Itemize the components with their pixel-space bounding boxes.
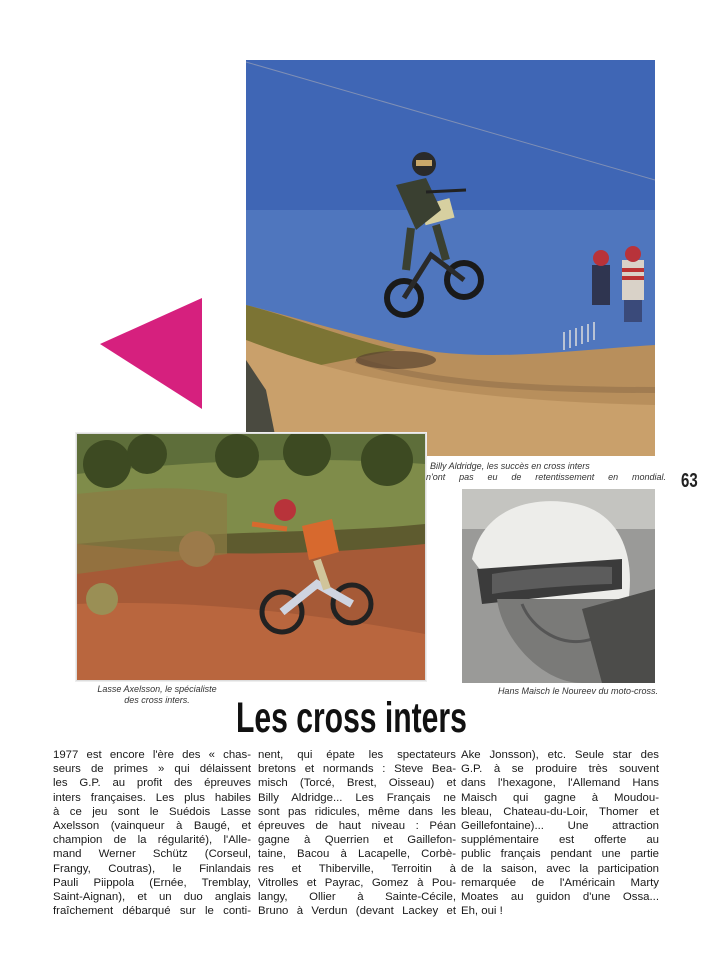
text-line: gagne à Querrien et Gaillefon- — [258, 834, 456, 847]
photo-rider-jump — [246, 60, 655, 456]
text-line: inters françaises. Les plus habiles — [53, 791, 251, 804]
caption-second-line-1: Lasse Axelsson, le spécialiste — [97, 684, 217, 694]
text-line: G.P. à se produire très souvent — [461, 763, 659, 776]
text-line: épreuves de haut niveau : Péan — [258, 820, 456, 833]
text-line: Vitrolles et Payrac, Gomez à Pou- — [258, 876, 456, 889]
text-line: supplémentaire est offerte au — [461, 834, 659, 847]
text-line: res et Thiberville, Terroitin à — [258, 862, 456, 875]
page-title: Les cross inters — [236, 694, 467, 742]
text-line: Frangy, Coutras), le Finlandais — [53, 862, 251, 875]
text-line: les G.P. au profit des épreuves — [53, 777, 251, 790]
text-line: bleau, Chateau-du-Loir, Thomer et — [461, 805, 659, 818]
text-line: Eh, oui ! — [461, 905, 503, 918]
caption-second-photo — [82, 684, 232, 706]
text-line: Ake Jonsson), etc. Seule star des — [461, 749, 659, 761]
text-line: 1977 est encore l'ère des « chas- — [53, 749, 251, 761]
text-line: Moates au guidon d'une Ossa... — [461, 891, 659, 904]
text-line: Saint-Aignan), et un duo anglais — [53, 891, 251, 904]
text-line: Maisch qui gagne à Moudou- — [461, 791, 659, 804]
caption-main-line-2: n'ont pas eu de retentissement en mondial. — [426, 472, 666, 482]
caption-main-photo — [426, 461, 666, 483]
text-line: Pauli Piippola (Ernée, Tremblay, — [53, 876, 251, 889]
text-line: dans l'hexagone, l'Allemand Hans — [461, 777, 659, 790]
caption-second-line-2: des cross inters. — [124, 695, 190, 705]
text-line: Axelsson (vainqueur à Baugé, et — [53, 820, 251, 833]
text-line: seurs de primes » qui délaissent — [53, 763, 251, 776]
photo-portrait-hans-maisch — [462, 489, 655, 683]
text-line: misch (Torcé, Brest, Oisseau) et — [258, 777, 456, 790]
pink-triangle-ornament — [98, 296, 204, 411]
text-line: Geillefontaine)... Une attraction — [461, 820, 659, 833]
text-line: sont pas ridicules, même dans les — [258, 805, 456, 818]
text-line: nent, qui épate les spectateurs — [258, 749, 456, 761]
text-line: fraîchement débarqué sur le conti- — [53, 905, 251, 918]
text-column-2 — [258, 748, 456, 918]
text-column-3 — [461, 748, 659, 918]
text-line: mand Werner Schütz (Corseul, — [53, 848, 251, 861]
photo-rider-climb — [76, 433, 426, 681]
text-line: langy, Ollier à Sainte-Cécile, — [258, 891, 456, 904]
text-column-1 — [53, 748, 251, 918]
text-line: de la saison, avec la participation — [461, 862, 659, 875]
text-line: Bruno à Verdun (devant Lackey et — [258, 905, 456, 918]
text-line: Billy Aldridge... Les Français ne — [258, 791, 456, 804]
text-line: public français pendant une partie — [461, 848, 659, 861]
caption-main-line-1: Billy Aldridge, les succès en cross inters — [430, 461, 590, 471]
text-line: à ce jeu sont le Suédois Lasse — [53, 805, 251, 818]
page-number: 63 — [681, 470, 698, 492]
caption-portrait-photo: Hans Maisch le Noureev du moto-cross. — [497, 686, 658, 696]
text-line: taine, Bacou à Lacapelle, Corbè- — [258, 848, 456, 861]
text-line: remarquée de l'Américain Marty — [461, 876, 659, 889]
text-line: bretons et normands : Steve Bea- — [258, 763, 456, 776]
text-line: champion de la régularité), l'Alle- — [53, 834, 251, 847]
